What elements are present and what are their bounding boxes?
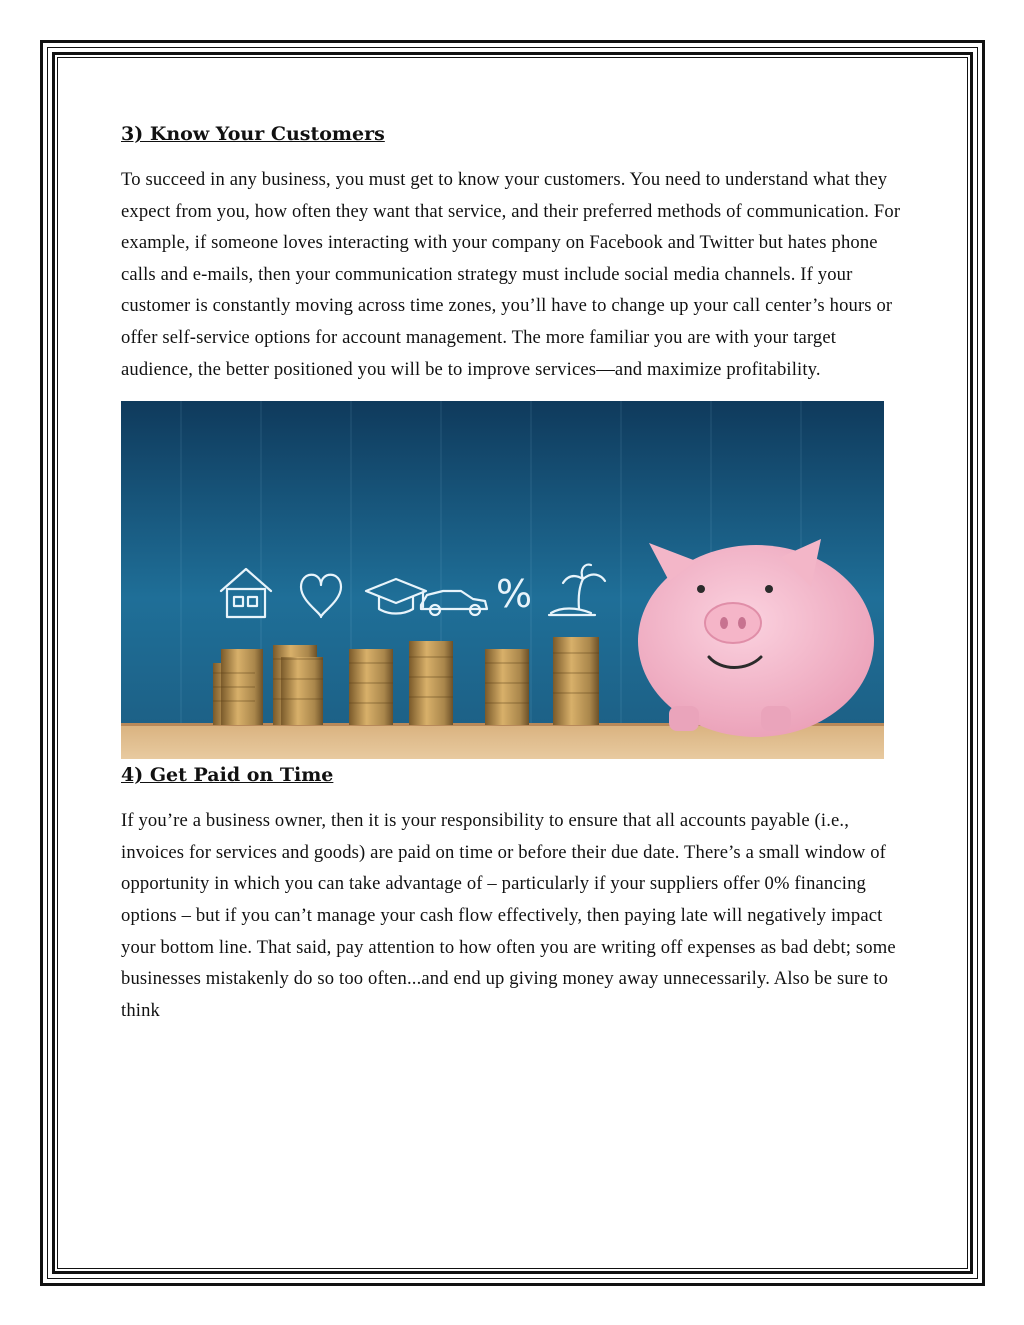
section-heading-get-paid: 4) Get Paid on Time [121,764,334,787]
section-body-know-customers: To succeed in any business, you must get to know your customers. You need to understand what they expect from you, how often they want that service, and their preferred methods of communication. For example, if someone loves interacting with your company on Facebook and Twitter but hates phone calls and e-mails, then your communication strategy must include social media channels. If your customer is constantly moving across time zones, you’ll have to change up your call center’s hours or offer self-service options for account management. The more familiar you are with your target audience, the better positioned you will be to improve services—and maximize profitability. [121,169,901,380]
document-content [121,118,911,1026]
percent-sign: % [496,572,533,617]
piggy-bank-photo [121,401,884,759]
section-body-get-paid: If you’re a business owner, then it is your responsibility to ensure that all accounts payable (i.e., invoices for services and goods) are paid on time or before their due date. There’s a small window of opportunity in which you can take advantage of – particularly if your suppliers offer 0% financing options – but if you can’t manage your cash flow effectively, then paying late will negatively impact your bottom line. That said, pay attention to how often you are writing off expenses as bad debt; some businesses mistakenly do so too often...and end up giving money away unnecessarily. Also be sure to think [121,810,896,1021]
section-heading-know-customers: 3) Know Your Customers [121,123,385,145]
